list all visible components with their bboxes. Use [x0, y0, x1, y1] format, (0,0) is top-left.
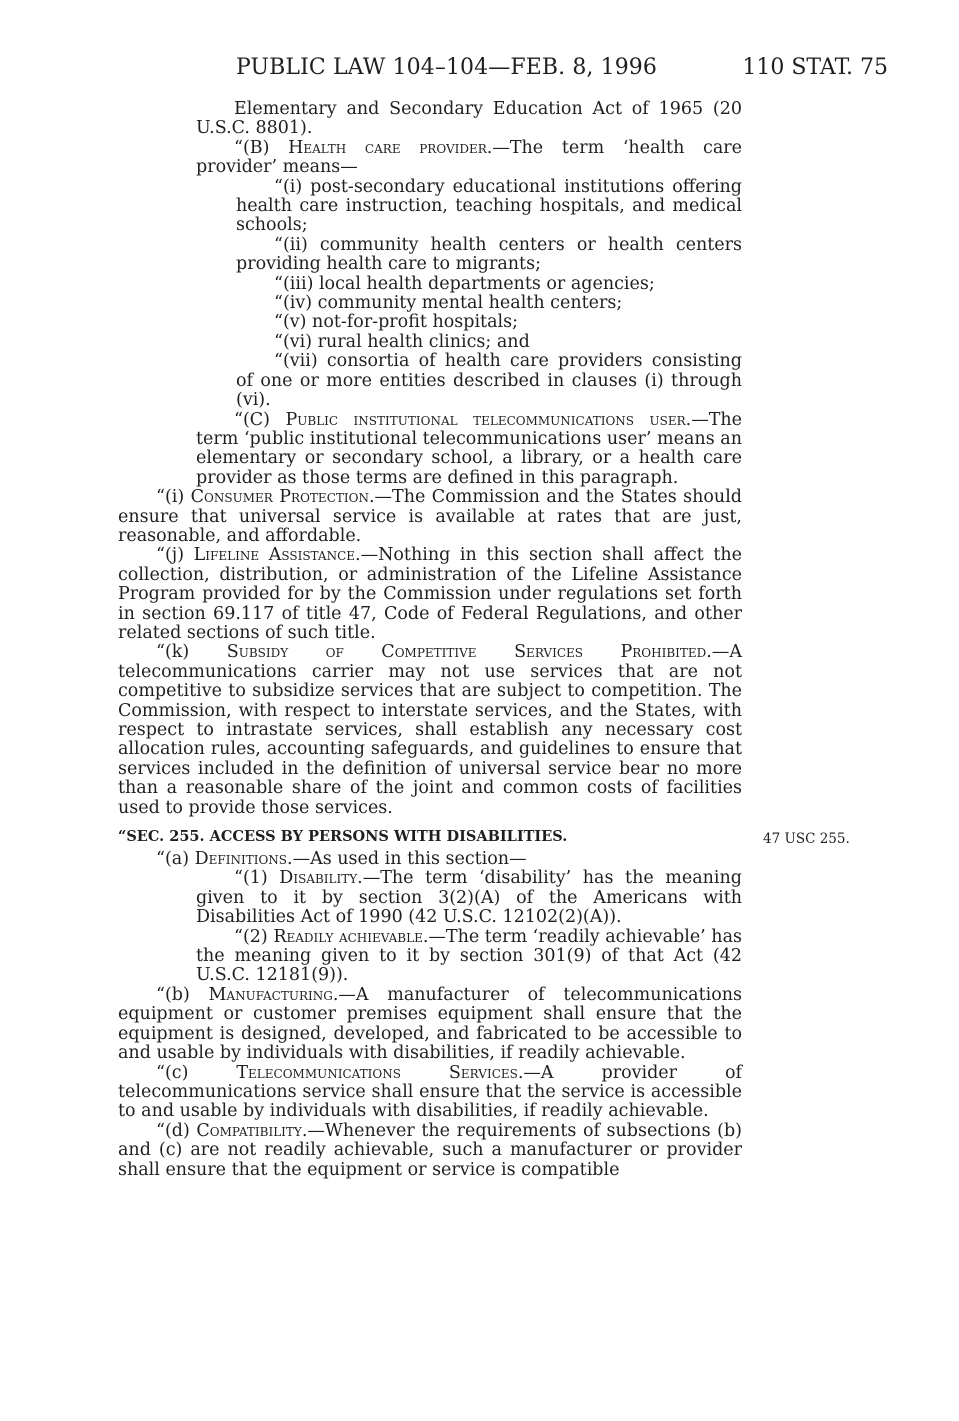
paragraph — [118, 1064, 742, 1122]
paragraph — [118, 986, 742, 1064]
paragraph-heading: Lifeline Assistance. — [193, 545, 361, 566]
body-text — [118, 99, 850, 1180]
paragraph — [118, 313, 742, 332]
paragraph-heading: Definitions. — [194, 849, 293, 870]
paragraph — [118, 411, 742, 489]
paragraph-heading: Consumer Protection. — [190, 487, 375, 508]
paragraph — [118, 488, 742, 546]
paragraph-text: —A provider of telecommunications service shall ensure that the service is accessible to and usable by individuals with disabilities, if readily achievable. — [118, 1062, 742, 1122]
paragraph — [118, 236, 742, 275]
paragraph-text: “(v) not-for-profit hospitals; — [274, 312, 518, 333]
paragraph-designator: “(d) — [156, 1120, 197, 1141]
page-reference: 110 STAT. 75 — [742, 55, 888, 80]
paragraph-heading: Subsidy of Competitive Services Prohibited. — [226, 642, 712, 663]
paragraph-designator: “(2) — [234, 926, 274, 947]
paragraph-text: —The term ‘disability’ has the meaning given to it by section 3(2)(A) of the Americans with Disabilities Act of 1990 (42 U.S.C. 12102(2)(A)). — [196, 868, 742, 928]
paragraph-heading: Compatibility. — [196, 1120, 308, 1141]
paragraph-text: —A telecommunications carrier may not use services that are not competitive to subsidize services that are subject to competition. The Commission, with respect to interstate services, and the States, with respect to intrastate services, shall establish any necessary cost allocation rules, accounting safeguards, and guidelines to ensure that services included in the definition of universal service bear no more than a reasonable share of the joint and common costs of facilities used to provide those services. — [118, 642, 742, 818]
paragraph — [118, 643, 742, 818]
disability-access-provisions — [118, 850, 742, 1180]
paragraph-text: “(ii) community health centers or health centers providing health care to migrants; — [236, 234, 742, 275]
universal-service-provisions — [118, 100, 742, 818]
paragraph-text: —The term ‘readily achievable’ has the meaning given to it by section 301(9) of that Act (42 U.S.C. 12181(9)). — [196, 926, 742, 986]
paragraph-designator: “(i) — [156, 487, 191, 508]
paragraph-heading: Health care provider. — [288, 137, 493, 158]
paragraph-text: “(iii) local health departments or agencies; — [274, 273, 655, 294]
paragraph-designator: “(C) — [234, 409, 286, 430]
paragraph-text: —Nothing in this section shall affect the collection, distribution, or administration of the Lifeline Assistance Program provided for by the Commission under regulations set forth in section 69.117 of title 47, Code of Federal Regulations, and other related sections of such title. — [118, 545, 743, 643]
paragraph-text: —A manufacturer of telecommunications equipment or customer premises equipment shall ensure that the equipment is designed, developed, and fabricated to be accessible to and usable by individuals with disabilities, if readily achievable. — [118, 984, 742, 1064]
paragraph-designator: “(b) — [156, 984, 209, 1005]
paragraph — [118, 869, 742, 927]
paragraph — [118, 100, 742, 139]
paragraph — [118, 928, 742, 986]
paragraph-text: “(iv) community mental health centers; — [274, 293, 623, 314]
paragraph-designator: “(k) — [156, 642, 227, 663]
paragraph — [118, 294, 742, 313]
paragraph-heading: Readily achievable. — [273, 926, 429, 947]
section-heading — [118, 828, 850, 848]
paragraph — [118, 546, 742, 643]
paragraph-heading: Telecommunications Services. — [236, 1062, 524, 1083]
paragraph-text: Elementary and Secondary Education Act of 1965 (20 U.S.C. 8801). — [196, 99, 742, 139]
paragraph — [118, 850, 742, 869]
paragraph — [118, 333, 742, 352]
paragraph-text: —Whenever the requirements of subsections (b) and (c) are not readily achievable, such a manufacturer or provider shall ensure that the equipment or service is compatible — [118, 1120, 743, 1180]
paragraph-heading: Disability. — [279, 868, 363, 889]
paragraph-text: “(i) post-secondary educational institutions offering health care instruction, teaching hospitals, and medical schools; — [236, 176, 742, 236]
paragraph — [118, 1122, 742, 1180]
paragraph-text: —As used in this section— — [292, 849, 527, 870]
paragraph-designator: “(c) — [156, 1062, 237, 1083]
paragraph — [118, 352, 742, 410]
paragraph-text: —The Commission and the States should ensure that universal service is available at rates that are just, reasonable, and affordable. — [118, 487, 742, 546]
running-title: PUBLIC LAW 104–104—FEB. 8, 1996 — [236, 55, 657, 80]
paragraph-text: —The term ‘health care provider’ means— — [196, 137, 742, 178]
paragraph-designator: “(a) — [156, 849, 195, 870]
page-header — [236, 50, 888, 86]
paragraph-designator: “(1) — [234, 868, 280, 889]
margin-citation: 47 USC 255. — [763, 831, 850, 848]
paragraph-text: “(vii) consortia of health care providers consisting of one or more entities described in clauses (i) through (vi). — [236, 351, 742, 411]
paragraph — [118, 178, 742, 236]
paragraph — [118, 139, 742, 178]
paragraph-heading: Public institutional telecommunications user. — [285, 409, 692, 430]
paragraph-designator: “(j) — [156, 545, 194, 566]
paragraph — [118, 275, 742, 294]
paragraph-text: —The term ‘public institutional telecommunications user’ means an elementary or secondary school, a library, or a health care provider as those terms are defined in this paragraph. — [196, 409, 743, 488]
paragraph-text: “(vi) rural health clinics; and — [274, 331, 530, 352]
paragraph-designator: “(B) — [234, 137, 289, 158]
paragraph-heading: Manufacturing. — [208, 984, 339, 1005]
section-title: “SEC. 255. ACCESS BY PERSONS WITH DISABILITIES. — [118, 828, 568, 846]
